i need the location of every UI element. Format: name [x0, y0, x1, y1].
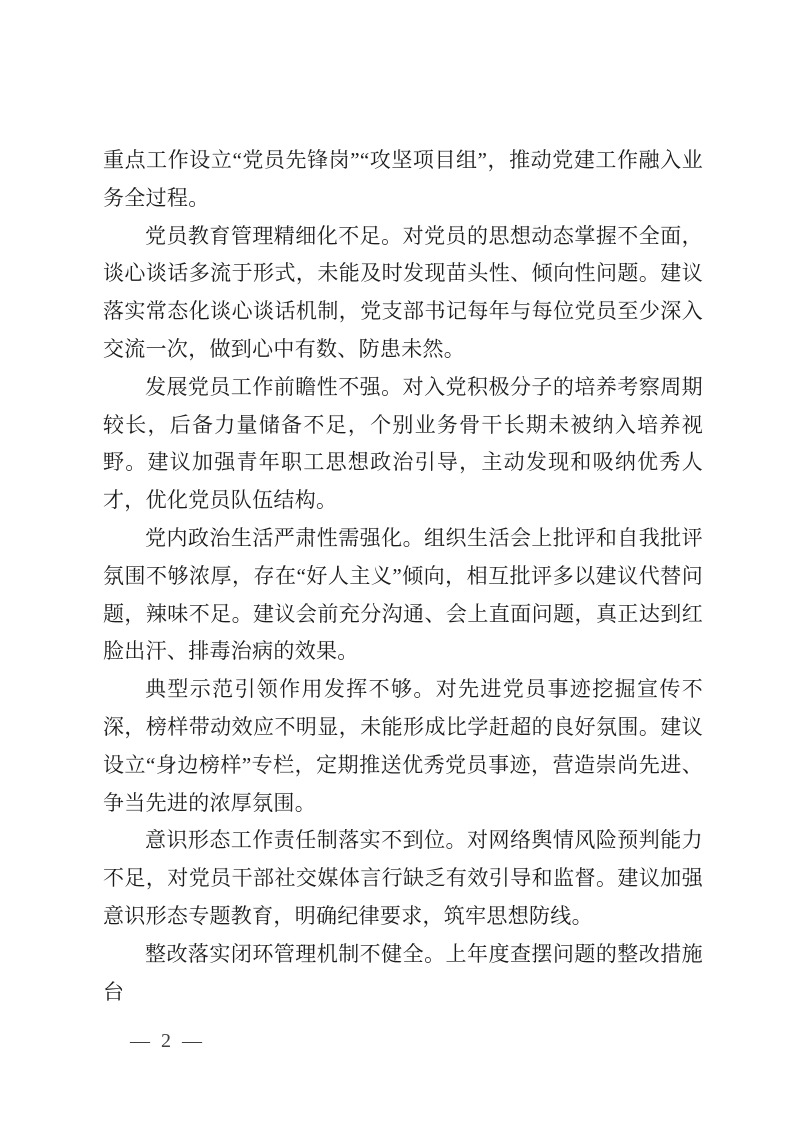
document-body — [103, 142, 703, 1011]
paragraph-truncated: 整改落实闭环管理机制不健全。上年度查摆问题的整改措施台 — [103, 941, 703, 1004]
paragraph-continuation: 重点工作设立“党员先锋岗”“攻坚项目组”，推动党建工作融入业务全过程。 — [103, 148, 703, 210]
paragraph: 意识形态工作责任制落实不到位。对网络舆情风险预判能力不足，对党员干部社交媒体言行缺乏有效引导和监督。建议加强意识形态专题教育，明确纪律要求，筑牢思想防线。 — [103, 828, 703, 928]
page-number: — 2 — — [130, 1030, 205, 1052]
paragraph: 党内政治生活严肃性需强化。组织生活会上批评和自我批评氛围不够浓厚，存在“好人主义”倾向，相互批评多以建议代替问题，辣味不足。建议会前充分沟通、会上直面问题，真正达到红脸出汗、排毒治病的效果。 — [103, 525, 703, 664]
paragraph: 党员教育管理精细化不足。对党员的思想动态掌握不全面，谈心谈话多流于形式，未能及时发现苗头性、倾向性问题。建议落实常态化谈心谈话机制，党支部书记每年与每位党员至少深入交流一次，做到心中有数、防患未然。 — [103, 223, 703, 361]
paragraph: 发展党员工作前瞻性不强。对入党积极分子的培养考察周期较长，后备力量储备不足，个别业务骨干长期未被纳入培养视野。建议加强青年职工思想政治引导，主动发现和吸纳优秀人才，优化党员队伍结构。 — [103, 374, 703, 513]
paragraph: 典型示范引领作用发挥不够。对先进党员事迹挖掘宣传不深，榜样带动效应不明显，未能形成比学赶超的良好氛围。建议设立“身边榜样”专栏，定期推送优秀党员事迹，营造崇尚先进、争当先进的浓厚氛围。 — [103, 677, 703, 815]
